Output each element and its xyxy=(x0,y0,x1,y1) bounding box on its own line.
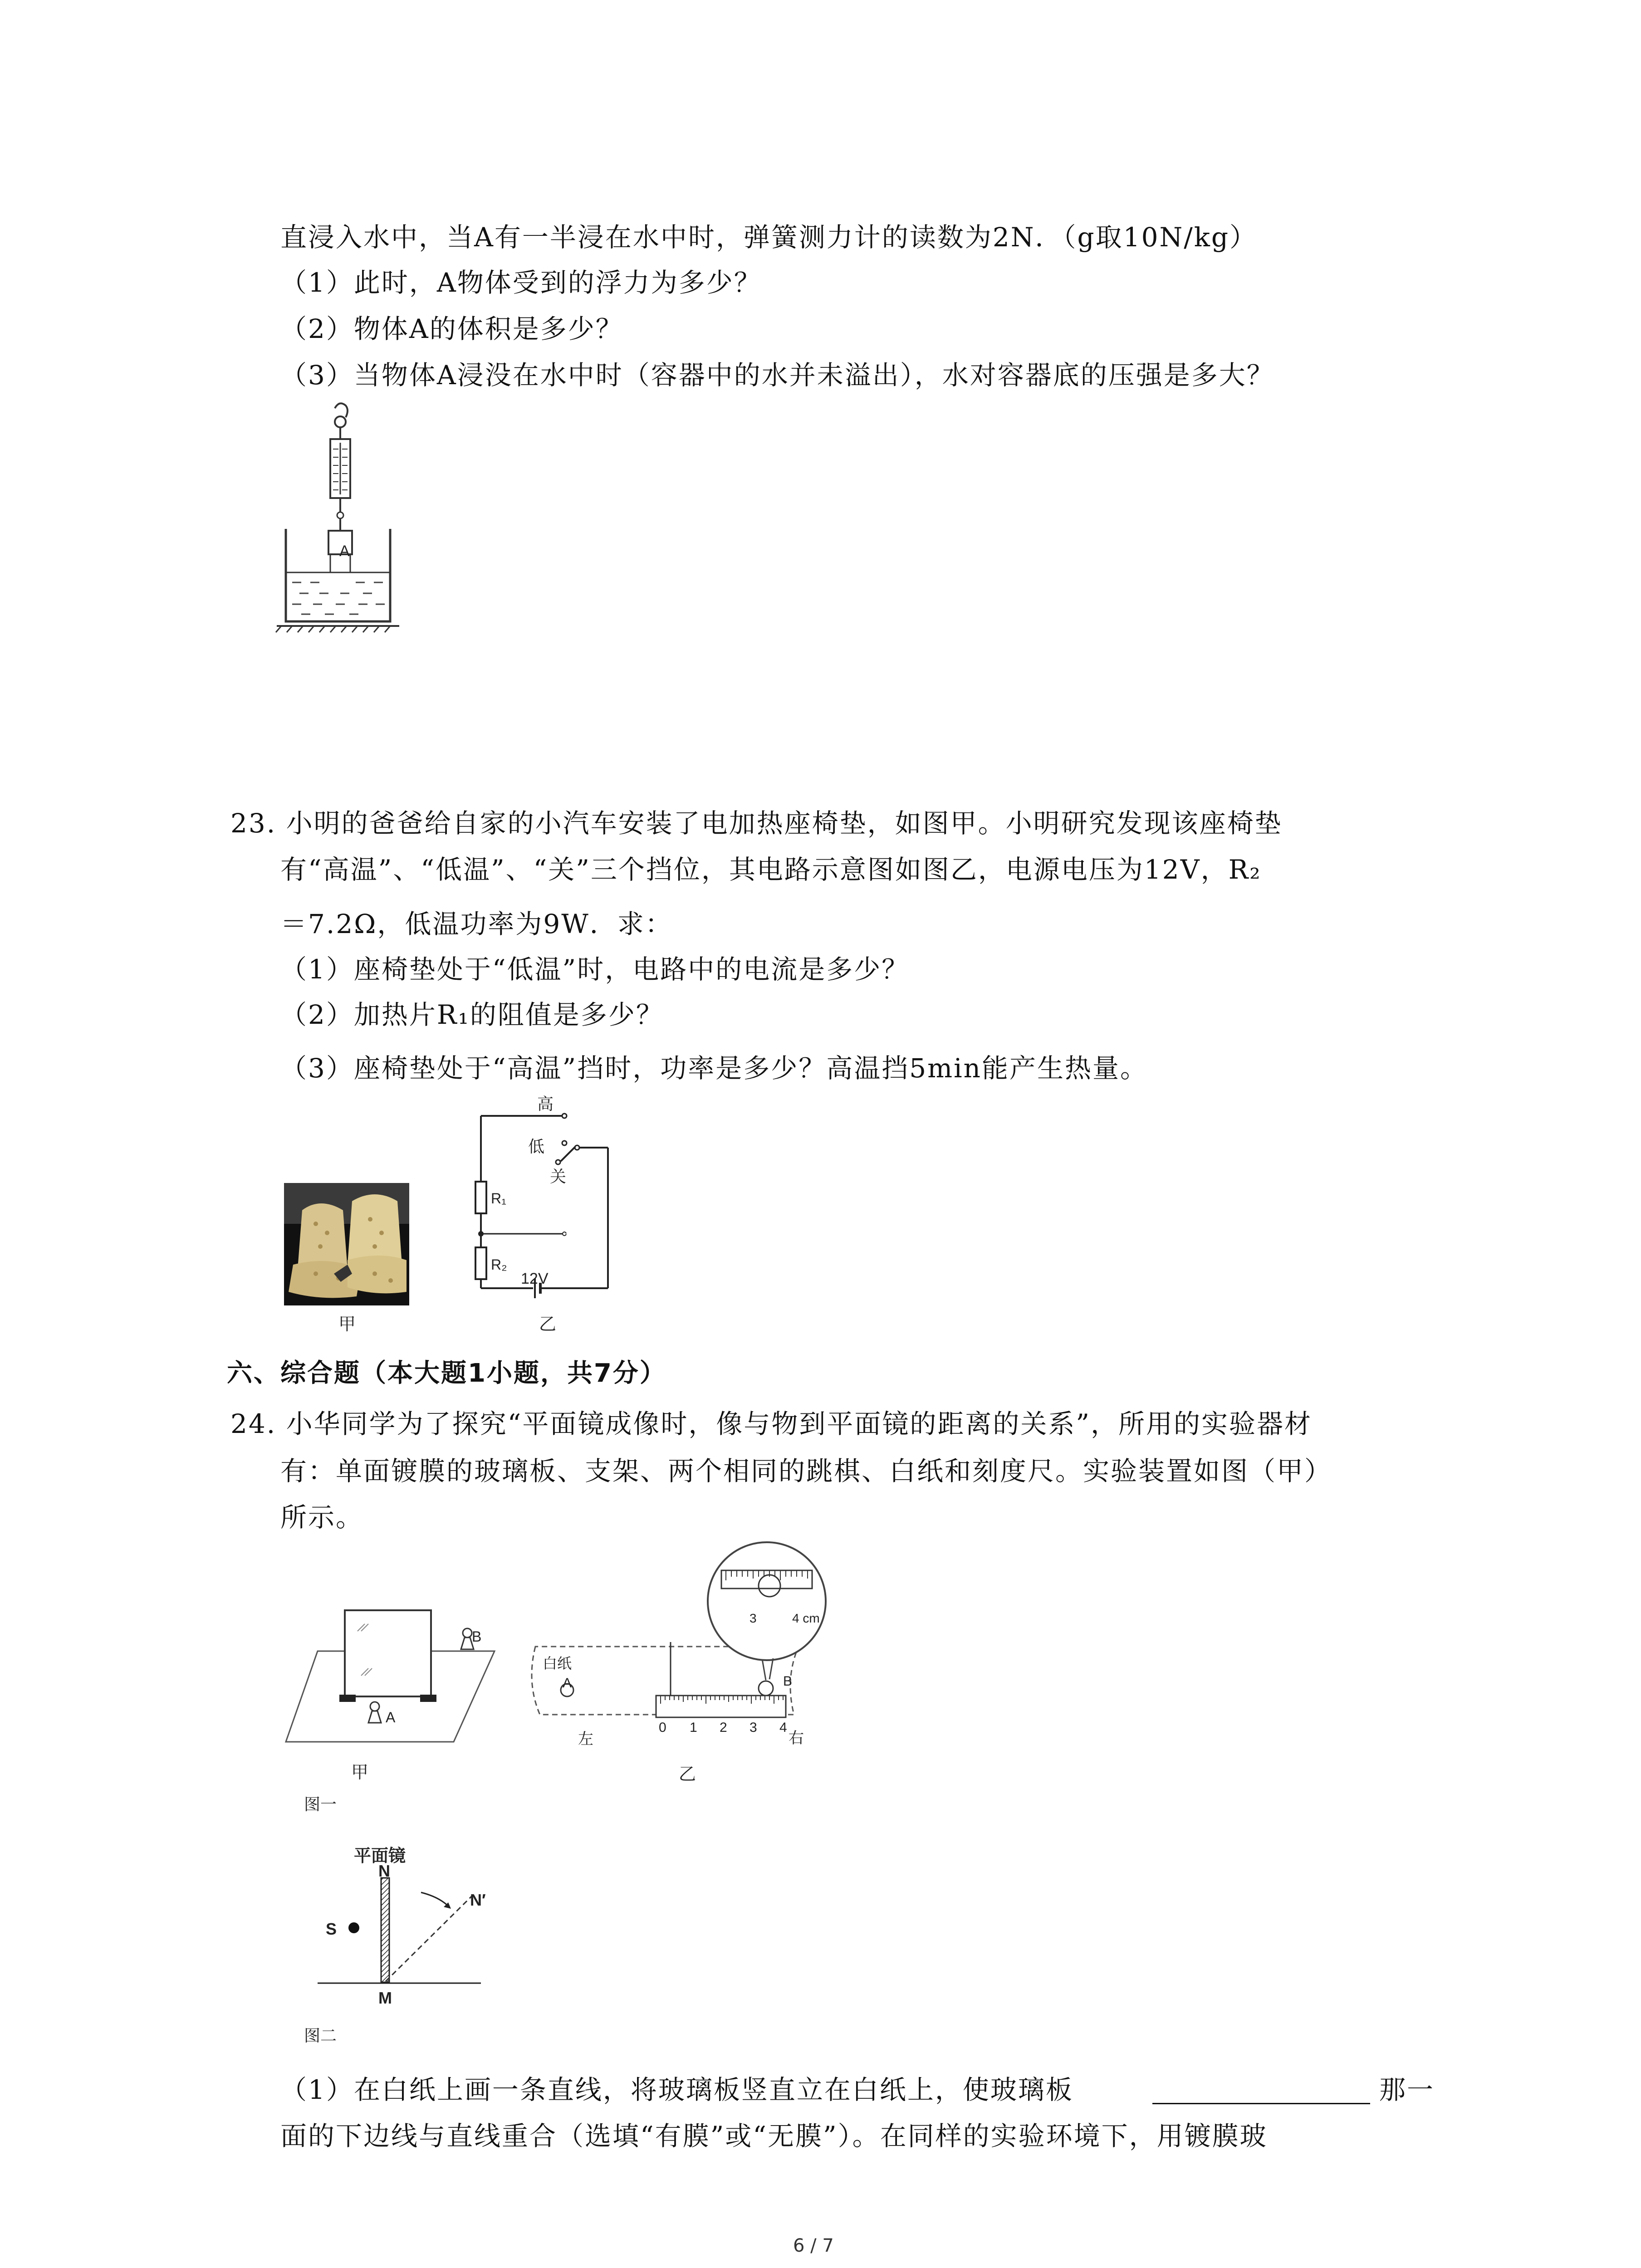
m-label: M xyxy=(378,1989,392,2007)
section6-title: 六、综合题（本大题1小题，共7分） xyxy=(227,1359,666,1388)
q23-line2: 有“高温”、“低温”、“关”三个挡位，其电路示意图如图乙，电源电压为12V，R₂ xyxy=(280,854,1262,885)
fig1-jia-caption: 甲 xyxy=(351,1763,369,1782)
ruler-tick-3: 3 xyxy=(749,1720,757,1735)
page-number: 6 / 7 xyxy=(793,2235,834,2256)
water-dashes xyxy=(292,582,385,614)
n-label: N xyxy=(378,1862,390,1880)
switch-low-label: 低 xyxy=(528,1137,545,1156)
paper-piece-b-label: B xyxy=(783,1674,793,1689)
q23-part1: （1）座椅垫处于“低温”时，电路中的电流是多少？ xyxy=(280,954,910,985)
magnifier-tick-4cm: 4 cm xyxy=(792,1611,820,1625)
q24-line3: 所示。 xyxy=(280,1502,364,1533)
q24-line1: 24. 小华同学为了探究“平面镜成像时，像与物到平面镜的距离的关系”，所用的实验器材 xyxy=(230,1408,1312,1439)
light-source-s xyxy=(348,1922,359,1933)
q22-part2: （2）物体A的体积是多少？ xyxy=(280,313,623,344)
q23-part3: （3）座椅垫处于“高温”挡时，功率是多少？高温挡5min能产生热量。 xyxy=(280,1053,1148,1084)
switch-off-label: 关 xyxy=(550,1167,567,1186)
circuit-caption: 乙 xyxy=(539,1315,557,1334)
glass-plate xyxy=(345,1610,431,1696)
piece-b-label: B xyxy=(472,1628,482,1645)
ruler-tick-2: 2 xyxy=(720,1720,727,1735)
spring-scale-figure xyxy=(272,399,417,635)
fig1-yi-caption: 乙 xyxy=(679,1765,696,1784)
right-label: 右 xyxy=(789,1730,804,1747)
q24-part1-c: 面的下边线与直线重合（选填“有膜”或“无膜”）。在同样的实验环境下，用镀膜玻 xyxy=(280,2121,1268,2151)
car-seat-photo xyxy=(284,1183,409,1305)
plane-mirror xyxy=(381,1878,389,1982)
block-a-label: A xyxy=(339,543,350,560)
answer-blank[interactable] xyxy=(1152,2103,1370,2104)
piece-a-label: A xyxy=(386,1709,396,1725)
q22-part1: （1）此时，A物体受到的浮力为多少？ xyxy=(280,267,762,298)
q24-part1-a: （1）在白纸上画一条直线，将玻璃板竖直立在白纸上，使玻璃板 xyxy=(280,2074,1073,2105)
q23-line1: 23. 小明的爸爸给自家的小汽车安装了电加热座椅垫，如图甲。小明研究发现该座椅垫 xyxy=(230,808,1283,839)
r2-label: R₂ xyxy=(491,1256,507,1273)
paper-ruler-setup xyxy=(526,1542,844,1755)
car-seat-caption: 甲 xyxy=(338,1315,356,1334)
magnifier-circle xyxy=(708,1542,826,1660)
glass-plate-setup xyxy=(281,1606,499,1760)
q23-part2: （2）加热片R₁的阻值是多少？ xyxy=(280,999,664,1030)
ruler-tick-1: 1 xyxy=(690,1720,697,1735)
fig2-caption: 图二 xyxy=(304,2026,337,2045)
q22-continuation: 直浸入水中，当A有一半浸在水中时，弹簧测力计的读数为2N．（g取10N/kg） xyxy=(280,222,1258,253)
selector-switch xyxy=(561,1147,575,1161)
q23-line3: ＝7.2Ω，低温功率为9W．求： xyxy=(280,909,673,939)
s-label: S xyxy=(326,1920,337,1938)
left-label: 左 xyxy=(578,1730,593,1748)
fig1-caption: 图一 xyxy=(304,1795,337,1813)
plane-mirror-figure xyxy=(309,1860,517,2014)
hand-icon xyxy=(335,403,348,417)
ruler-tick-0: 0 xyxy=(659,1720,666,1735)
switch-high-label: 高 xyxy=(537,1095,554,1113)
mirror-label: 平面镜 xyxy=(354,1847,406,1866)
ruler-tick-4: 4 xyxy=(779,1720,787,1735)
magnifier-tick-3: 3 xyxy=(749,1611,757,1625)
resistor-r2 xyxy=(475,1247,486,1279)
paper-piece-a-label: A xyxy=(563,1676,572,1691)
q22-part3: （3）当物体A浸没在水中时（容器中的水并未溢出），水对容器底的压强是多大？ xyxy=(280,360,1274,391)
q24-line2: 有：单面镀膜的玻璃板、支架、两个相同的跳棋、白纸和刻度尺。实验装置如图（甲） xyxy=(280,1456,1332,1486)
r1-label: R₁ xyxy=(491,1190,506,1207)
voltage-label: 12V xyxy=(521,1270,549,1287)
paper-label: 白纸 xyxy=(543,1655,572,1672)
n-prime-label: N′ xyxy=(470,1891,486,1909)
q24-part1-b: 那一 xyxy=(1379,2074,1435,2105)
resistor-r1 xyxy=(475,1182,486,1213)
rotated-mirror-dashed xyxy=(386,1896,472,1981)
ruler xyxy=(656,1696,786,1717)
